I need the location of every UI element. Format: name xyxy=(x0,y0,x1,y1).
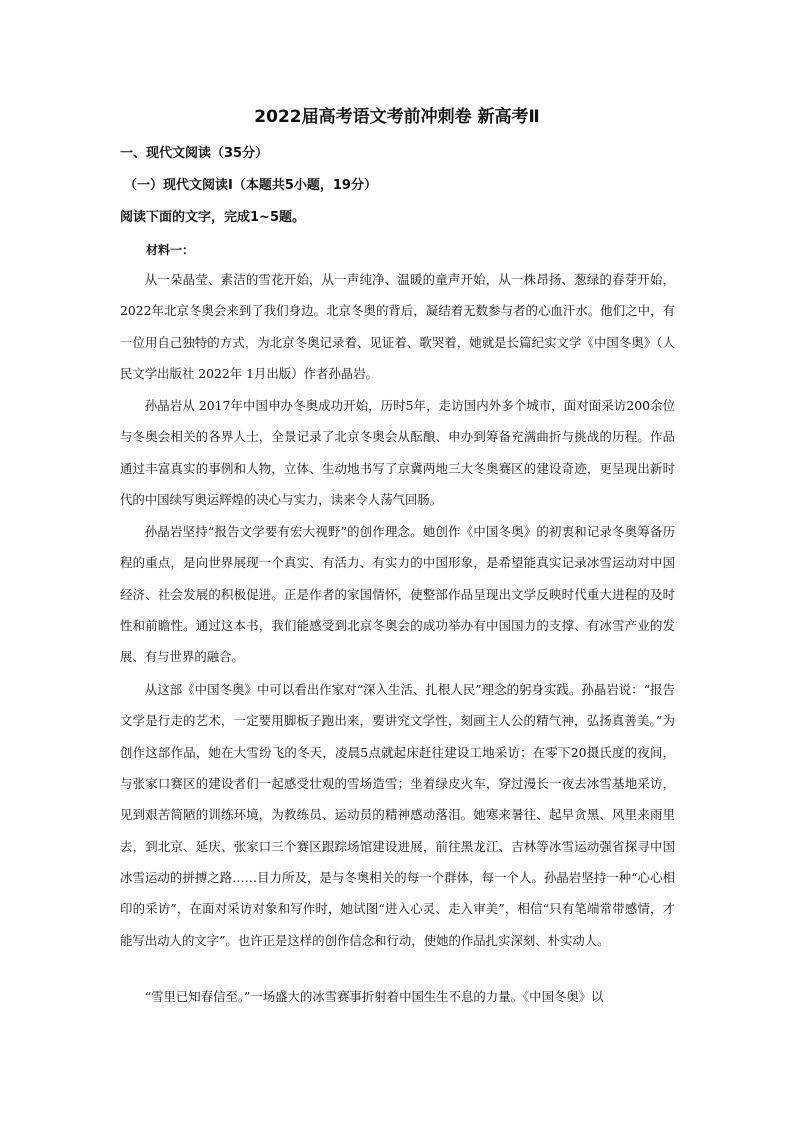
paragraph-1: 从一朵晶莹、素洁的雪花开始，从一声纯净、温暖的童声开始，从一株昂扬、葱绿的春芽开始，2022年北京冬奥会来到了我们身边。北京冬奥的背后，凝结着无数参与者的心血汗水。他们之中，有一位用自己独特的方式，为北京冬奥记录着、见证着、歌哭着，她就是长篇纪实文学《中国冬奥》（人民文学出版社 2022年 1月出版）作者孙晶岩。 xyxy=(120,272,675,382)
paragraph-4: 从这部《中国冬奥》中可以看出作家对“深入生活、扎根人民”理念的躬身实践。孙晶岩说：“报告文学是行走的艺术，一定要用脚板子跑出来，要讲究文学性，刻画主人公的精气神，弘扬真善美。”为创作这部作品，她在大雪纷飞的冬天，凌晨5点就起床赶往建设工地采访；在零下20摄氏度的夜间，与张家口赛区的建设者们一起感受壮观的雪场造雪；坐着绿皮火车，穿过漫长一夜去冰雪基地采访，见到艰苦简陋的训练环境，为教练员、运动员的精神感动落泪。她寒来暑往、起早贪黑、风里来雨里去，到北京、延庆、张家口三个赛区跟踪场馆建设进展，前往黑龙江、吉林等冰雪运动强省探寻中国冰雪运动的拼搏之路……目力所及，是与冬奥相关的每一个群体，每一个人。孙晶岩坚持一种“心心相印的采访”，在面对采访对象和写作时，她试图“进入心灵、走入审美”，相信“只有笔端常带感情，才能写出动人的文字”。也许正是这样的创作信念和行动，使她的作品扎实深刻、朴实动人。 xyxy=(120,682,675,948)
section-heading: 一、现代文阅读（35分） xyxy=(120,146,269,161)
paragraph-5: “雪里已知春信至。”一场盛大的冰雪赛事折射着中国生生不息的力量。《中国冬奥》以 xyxy=(144,989,604,1004)
paragraph-2: 孙晶岩从 2017年中国申办冬奥成功开始，历时5年，走访国内外多个城市，面对面采访200余位与冬奥会相关的各界人士，全景记录了北京冬奥会从酝酿、申办到筹备充满曲折与挑战的历程。作品通过丰富真实的事例和人物，立体、生动地书写了京冀两地三大冬奥赛区的建设奇迹，更呈现出新时代的中国续写奥运辉煌的决心与实力，读来令人荡气回肠。 xyxy=(120,398,675,508)
paragraph-3: 孙晶岩坚持“报告文学要有宏大视野”的创作理念。她创作《中国冬奥》的初衷和记录冬奥筹备历程的重点，是向世界展现一个真实、有活力、有实力的中国形象，是希望能真实记录冰雪运动对中国经济、社会发展的积极促进。正是作者的家国情怀，使整部作品呈现出文学反映时代重大进程的及时性和前瞻性。通过这本书，我们能感受到北京冬奥会的成功举办有中国国力的支撑、有冰雪产业的发展、有与世界的融合。 xyxy=(120,524,675,665)
instruction-text: 阅读下面的文字，完成1~5题。 xyxy=(120,210,305,225)
document-title: 2022届高考语文考前冲刺卷 新高考Ⅱ xyxy=(254,107,540,127)
material-label: 材料一： xyxy=(146,243,195,257)
subsection-heading: （一）现代文阅读Ⅰ（本题共5小题，19分） xyxy=(124,178,377,193)
